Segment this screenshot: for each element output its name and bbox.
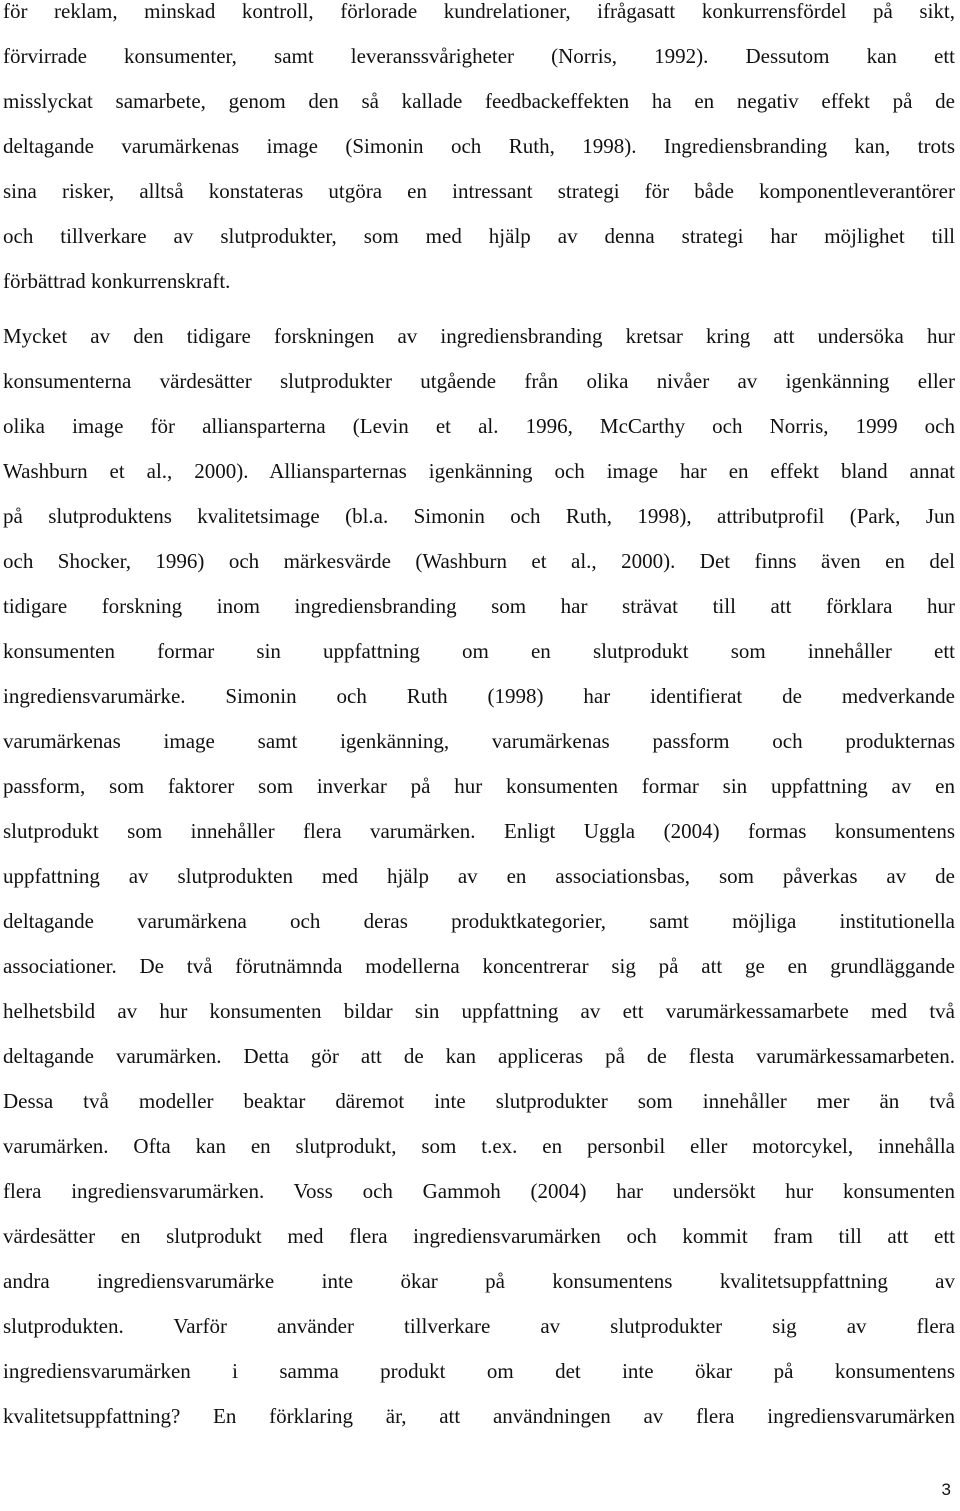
text-line: konsumenterna värdesätter slutprodukter utgående från olika nivåer av igenkänning eller: [3, 369, 955, 393]
text-line: Dessa två modeller beaktar däremot inte slutprodukter som innehåller mer än två: [3, 1089, 955, 1113]
text-line: ingrediensvarumärken i samma produkt om det inte ökar på konsumentens: [3, 1359, 955, 1383]
text-line: helhetsbild av hur konsumenten bildar sin uppfattning av ett varumärkessamarbete med två: [3, 999, 955, 1023]
text-line: värdesätter en slutprodukt med flera ingrediensvarumärken och kommit fram till att ett: [3, 1224, 955, 1248]
text-line: förvirrade konsumenter, samt leveranssvårigheter (Norris, 1992). Dessutom kan ett: [3, 44, 955, 68]
text-line: olika image för alliansparterna (Levin et al. 1996, McCarthy och Norris, 1999 och: [3, 414, 955, 438]
text-line: deltagande varumärkenas image (Simonin och Ruth, 1998). Ingrediensbranding kan, trots: [3, 134, 955, 158]
paragraph: [3, 314, 955, 1439]
text-line: deltagande varumärken. Detta gör att de kan appliceras på de flesta varumärkessamarbeten.: [3, 1044, 955, 1068]
text-line: deltagande varumärkena och deras produktkategorier, samt möjliga institutionella: [3, 909, 955, 933]
text-line: Washburn et al., 2000). Alliansparternas igenkänning och image har en effekt bland annat: [3, 459, 955, 483]
text-line: flera ingrediensvarumärken. Voss och Gammoh (2004) har undersökt hur konsumenten: [3, 1179, 955, 1203]
text-line: konsumenten formar sin uppfattning om en slutprodukt som innehåller ett: [3, 639, 955, 663]
text-line: på slutproduktens kvalitetsimage (bl.a. Simonin och Ruth, 1998), attributprofil (Park, Jun: [3, 504, 955, 528]
text-line: ingrediensvarumärke. Simonin och Ruth (1998) har identifierat de medverkande: [3, 684, 955, 708]
text-line: och Shocker, 1996) och märkesvärde (Washburn et al., 2000). Det finns även en del: [3, 549, 955, 573]
text-line: associationer. De två förutnämnda modellerna koncentrerar sig på att ge en grundläggande: [3, 954, 955, 978]
text-line: varumärken. Ofta kan en slutprodukt, som t.ex. en personbil eller motorcykel, innehålla: [3, 1134, 955, 1158]
text-line: slutprodukt som innehåller flera varumärken. Enligt Uggla (2004) formas konsumentens: [3, 819, 955, 843]
text-line: kvalitetsuppfattning? En förklaring är, att användningen av flera ingrediensvarumärken: [3, 1404, 955, 1428]
text-line: passform, som faktorer som inverkar på hur konsumenten formar sin uppfattning av en: [3, 774, 955, 798]
text-line: sina risker, alltså konstateras utgöra en intressant strategi för både komponentleverantörer: [3, 179, 955, 203]
page-number: 3: [941, 1480, 951, 1499]
document-page: [3, 0, 955, 1439]
text-line: varumärkenas image samt igenkänning, varumärkenas passform och produkternas: [3, 729, 955, 753]
text-line: andra ingrediensvarumärke inte ökar på konsumentens kvalitetsuppfattning av: [3, 1269, 955, 1293]
text-line: uppfattning av slutprodukten med hjälp av en associationsbas, som påverkas av de: [3, 864, 955, 888]
text-line: misslyckat samarbete, genom den så kallade feedbackeffekten ha en negativ effekt på de: [3, 89, 955, 113]
text-line: Mycket av den tidigare forskningen av ingrediensbranding kretsar kring att undersöka hur: [3, 324, 955, 348]
body-text: [3, 0, 955, 1439]
text-line: slutprodukten. Varför använder tillverkare av slutprodukter sig av flera: [3, 1314, 955, 1338]
text-line: och tillverkare av slutprodukter, som med hjälp av denna strategi har möjlighet till: [3, 224, 955, 248]
paragraph: [3, 0, 955, 304]
text-line: tidigare forskning inom ingrediensbranding som har strävat till att förklara hur: [3, 594, 955, 618]
text-line: förbättrad konkurrenskraft.: [3, 269, 231, 293]
text-line: för reklam, minskad kontroll, förlorade kundrelationer, ifrågasatt konkurrensfördel på sikt,: [3, 0, 955, 23]
